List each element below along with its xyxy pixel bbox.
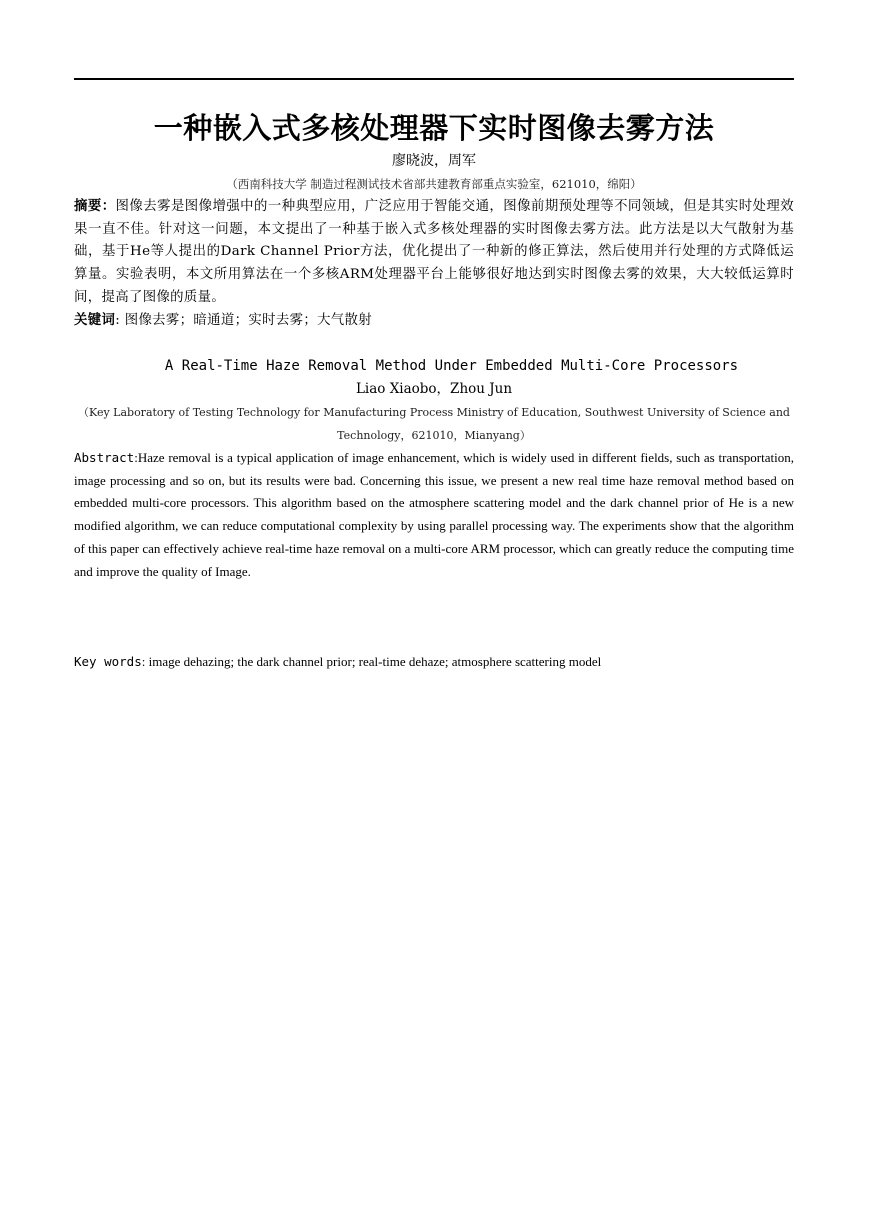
- english-title: A Real-Time Haze Removal Method Under Embedded Multi-Core Processors: [164, 358, 739, 374]
- chinese-title: 一种嵌入式多核处理器下实时图像去雾方法: [153, 111, 715, 145]
- chinese-abstract-text: 图像去雾是图像增强中的一种典型应用，广泛应用于智能交通，图像前期预处理等不同领域，但是其实时处理效果一直不佳。针对这一问题，本文提出了一种基于嵌入式多核处理器的实时图像去雾方法。此方法是以大气散射为基础，基于He等人提出的Dark Channel Prior方法，优化提出了一种新的修正算法，然后使用并行处理的方式降低运算量。实验表明，本文所用算法在一个多核ARM处理器平台上能够很好地达到实时图像去雾的效果，大大较低运算时间，提高了图像的质量。: [74, 199, 794, 305]
- chinese-keywords-label: 关键词: [74, 313, 116, 328]
- chinese-abstract-label: 摘要：: [74, 199, 116, 214]
- chinese-keywords: [74, 310, 794, 332]
- english-abstract-label: Abstract: [74, 450, 135, 465]
- english-keywords: [74, 651, 794, 673]
- header-rule: [74, 78, 794, 80]
- chinese-authors: 廖晓波，周军: [392, 153, 476, 169]
- english-keywords-text: : image dehazing; the dark channel prior; real-time dehaze; atmosphere scattering model: [141, 654, 602, 669]
- english-abstract: [74, 447, 794, 583]
- english-keywords-label: Key words: [74, 654, 142, 669]
- chinese-affiliation: （西南科技大学 制造过程测试技术省部共建教育部重点实验室，621010，绵阳）: [226, 177, 642, 191]
- english-abstract-text: :Haze removal is a typical application of image enhancement, which is widely used in different fields, such as transportation, image processing and so on, but its results were bad. Concerning this issue, we present a new real time haze removal method based on embedded multi-core processors. This algorithm based on the atmosphere scattering model and the dark channel prior of He is a new modified algorithm, we can reduce computational complexity by using parallel processing way. The experiments show that the algorithm of this paper can effectively achieve real-time haze removal on a multi-core ARM processor, which can greatly reduce the computing time and improve the quality of Image.: [74, 450, 794, 579]
- chinese-abstract: [74, 196, 794, 310]
- english-authors: Liao Xiaobo，Zhou Jun: [355, 381, 513, 397]
- english-affiliation: （Key Laboratory of Testing Technology for Manufacturing Process Ministry of Education, Southwest University of Science and Technology，621010，Mianyang）: [78, 406, 790, 442]
- chinese-keywords-text: : 图像去雾；暗通道；实时去雾；大气散射: [115, 313, 373, 328]
